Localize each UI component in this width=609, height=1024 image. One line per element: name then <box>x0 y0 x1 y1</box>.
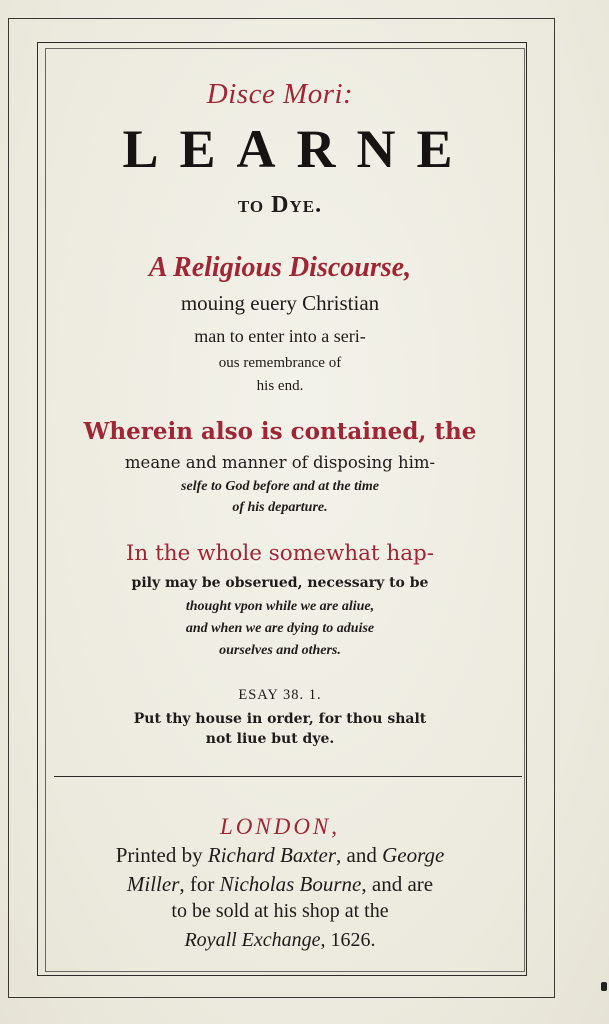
section1-line: his end. <box>256 378 304 394</box>
bookseller-name: Nicholas Bourne <box>219 872 362 896</box>
section3-line: pily may be obserued, necessary to be <box>131 575 429 591</box>
imprint-text: , and are <box>361 872 434 896</box>
motto: Disce Mori: <box>206 78 354 110</box>
scripture-line: Put thy house in order, for thou shalt <box>133 711 427 727</box>
printer-name: George <box>382 843 445 867</box>
section2-line: selfe to God before and at the time <box>181 479 379 494</box>
section3-heading: In the whole somewhat hap- <box>125 541 435 566</box>
imprint-line-2 <box>40 872 520 897</box>
imprint-text: Printed by <box>115 843 208 867</box>
imprint-line-3: to be sold at his shop at the <box>171 900 389 922</box>
section1-heading: A Religious Discourse, <box>148 252 412 283</box>
section2-line: meane and manner of disposing him- <box>124 453 436 472</box>
printer-name: Miller <box>126 872 180 896</box>
section1-line: mouing euery Christian <box>180 291 380 315</box>
imprint-city: LONDON, <box>219 814 341 839</box>
imprint-text: , and <box>336 843 383 867</box>
section1-line: man to enter into a seri- <box>194 326 366 346</box>
section2-heading: Wherein also is contained, the <box>83 418 477 445</box>
shop-location: Royall Exchange <box>184 929 321 951</box>
subtitle: to Dye. <box>237 192 323 218</box>
ink-speck <box>601 982 607 991</box>
scripture-reference: ESAY 38. 1. <box>238 687 322 703</box>
printer-name: Richard Baxter <box>207 843 336 867</box>
imprint-text: , for <box>179 872 220 896</box>
section1-line: ous remembrance of <box>218 355 342 371</box>
section2-line: of his departure. <box>232 500 328 515</box>
imprint-line-1 <box>40 843 520 868</box>
imprint-date: , 1626. <box>320 929 376 951</box>
section3-line: thought vpon while we are aliue, <box>185 599 375 614</box>
imprint-divider <box>54 776 522 777</box>
imprint-line-4 <box>40 929 520 952</box>
section3-line: ourselves and others. <box>219 643 341 658</box>
section3-line: and when we are dying to aduise <box>185 621 375 636</box>
scripture-line: not liue but dye. <box>205 731 335 747</box>
main-title: LEARNE <box>122 119 474 179</box>
